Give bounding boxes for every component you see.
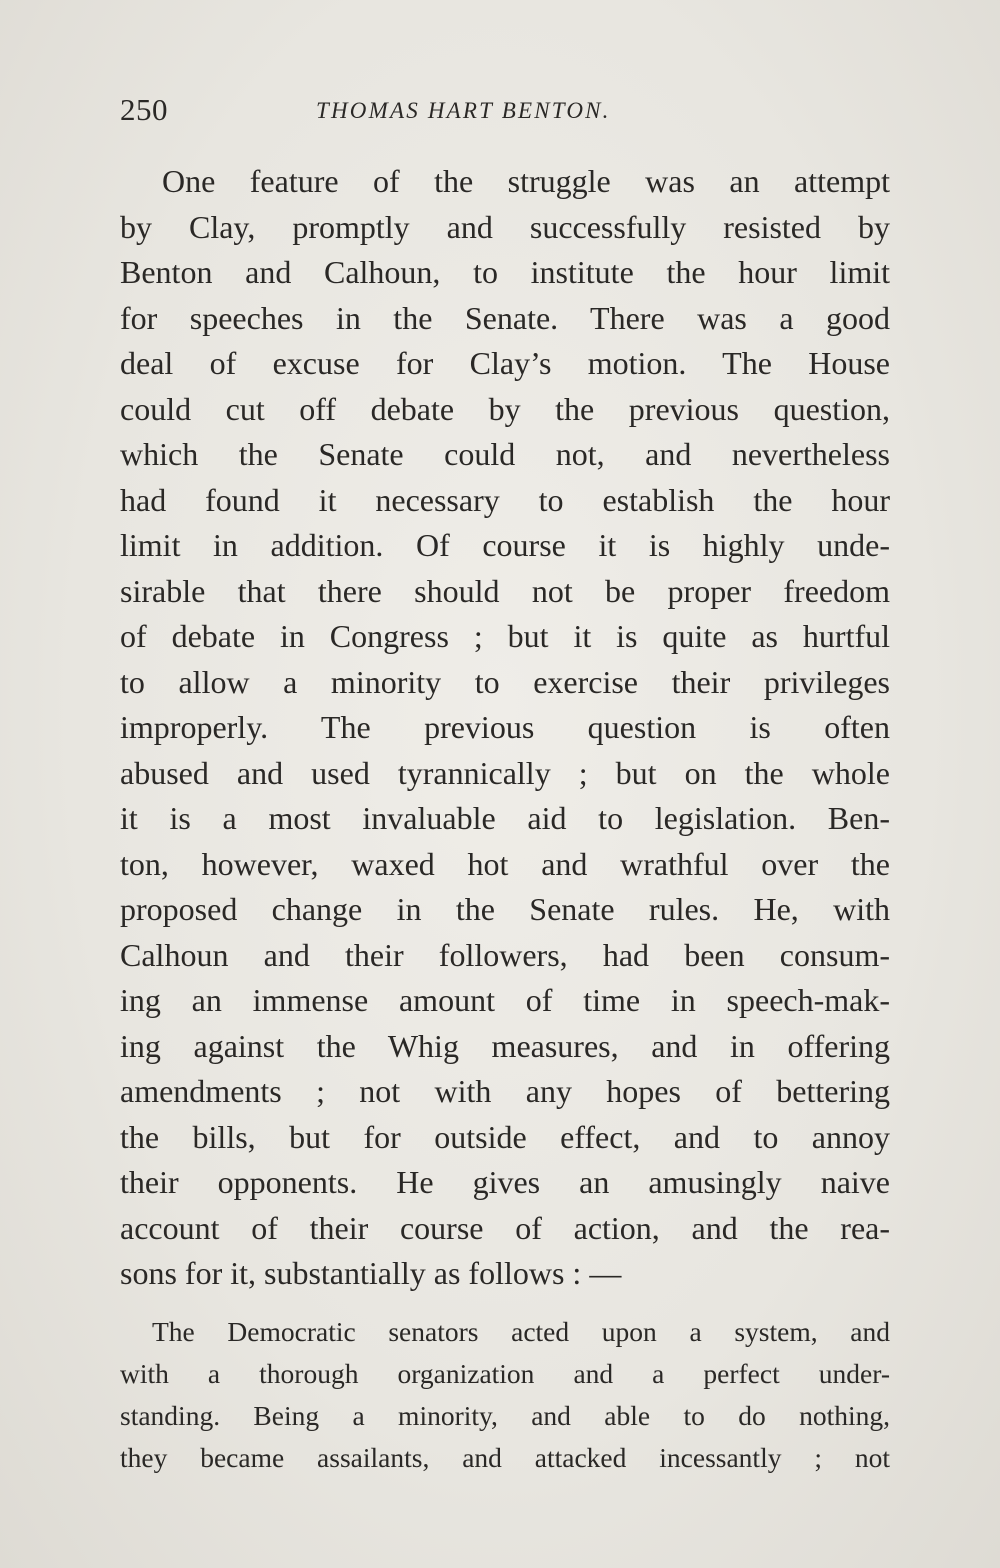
text-line: sons for it, substantially as follows : — [120,1255,622,1291]
text-line: Benton and Calhoun, to institute the hour limit [120,254,890,290]
text-line: ing an immense amount of time in speech-mak- [120,982,890,1018]
text-line: for speeches in the Senate. There was a good [120,299,890,336]
text-line: One feature of the struggle was an attempt [162,163,890,199]
text-line: had found it necessary to establish the hour [120,481,890,518]
text-line: proposed change in the Senate rules. He, with [120,891,890,927]
text-line: of debate in Congress ; but it is quite as hurtful [120,618,890,654]
text-line: their opponents. He gives an amusingly naive [120,1164,890,1200]
text-line: it is a most invaluable aid to legislation. Ben- [120,800,890,836]
text-line: abused and used tyrannically ; but on the whole [120,754,890,791]
text-line: deal of excuse for Clay’s motion. The House [120,345,890,381]
text-line: amendments ; not with any hopes of bettering [120,1073,890,1109]
running-head [120,92,890,136]
text-line: limit in addition. Of course it is highly unde- [120,527,890,563]
text-line: ton, however, waxed hot and wrathful over the [120,845,890,882]
quote-line: The Democratic senators acted upon a system, and [152,1316,890,1347]
text-line: improperly. The previous question is often [120,709,890,745]
quote-line: with a thorough organization and a perfect under- [120,1358,890,1389]
text-line: the bills, but for outside effect, and to annoy [120,1118,890,1155]
block-quote [120,1311,890,1479]
text-line: could cut off debate by the previous question, [120,390,890,427]
text-line: which the Senate could not, and nevertheless [120,436,890,472]
running-title: THOMAS HART BENTON. [316,98,611,123]
quote-line: standing. Being a minority, and able to do nothing, [120,1400,890,1431]
text-line: to allow a minority to exercise their privileges [120,663,890,700]
page-number: 250 [120,92,168,127]
text-line: ing against the Whig measures, and in offering [120,1027,890,1064]
text-line: sirable that there should not be proper freedom [120,572,890,609]
text-line: by Clay, promptly and successfully resisted by [120,208,890,245]
body-paragraph [120,159,890,1297]
quote-line: they became assailants, and attacked incessantly ; not [120,1442,890,1473]
text-line: Calhoun and their followers, had been consum- [120,936,890,973]
text-line: account of their course of action, and the rea- [120,1209,890,1246]
